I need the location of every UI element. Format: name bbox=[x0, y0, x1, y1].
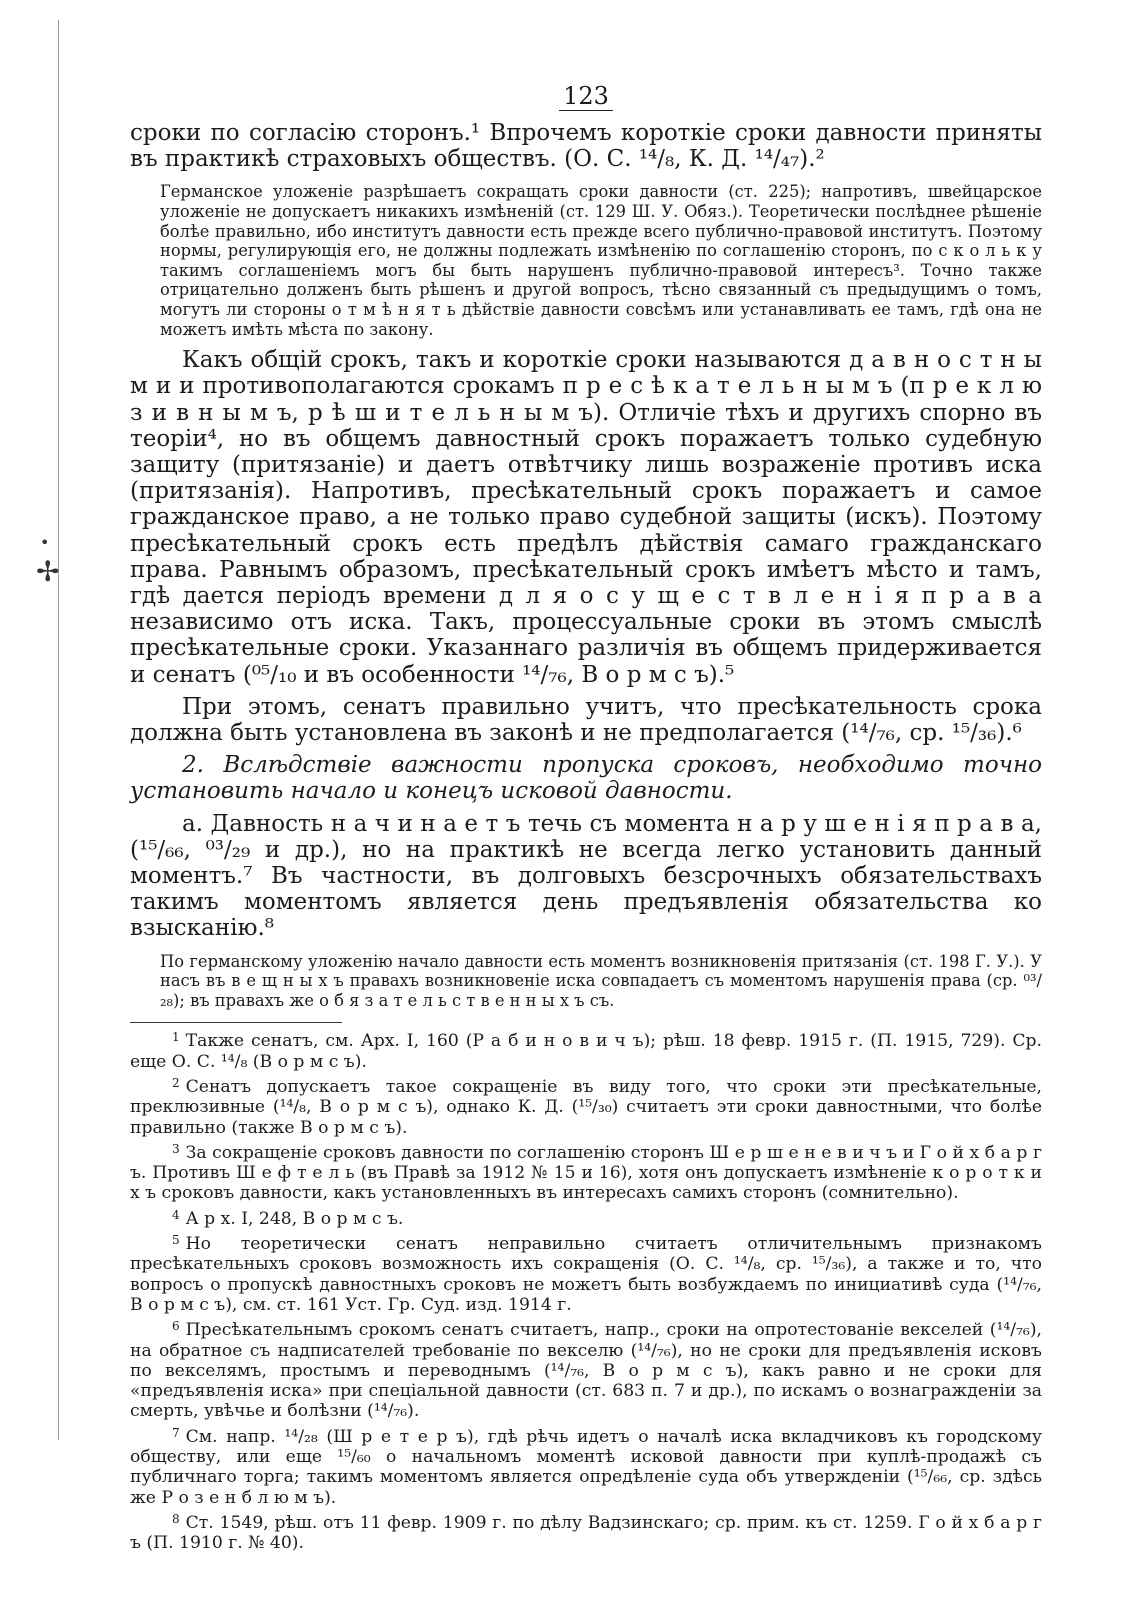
footnote-number: 2 bbox=[172, 1076, 180, 1090]
footnote bbox=[130, 1143, 1042, 1204]
footnotes-list bbox=[130, 1031, 1042, 1553]
footnote bbox=[130, 1209, 1042, 1229]
footnote-text: А р х. I, 248, В о р м с ъ. bbox=[185, 1208, 404, 1229]
footnote-number: 5 bbox=[172, 1233, 180, 1248]
indented-note-2: По германскому уложенiю начало давности есть моментъ возникновенiя притязанiя (ст. 198 Г. У.). У насъ въ в е щ н ы х ъ правахъ возникновенiе иска совпадаетъ съ моментомъ нарушенiя права (ср. ⁰³/₂₈); въ правахъ же о б я з а т е л ь с т в е н н ы х ъ съ. bbox=[160, 951, 1042, 1010]
footnote-number: 4 bbox=[172, 1207, 180, 1222]
footnote-text: Сенатъ допускаетъ такое сокращенiе въ виду того, что сроки эти пресѣкательные, преклюзивные (¹⁴/₈, В о р м с ъ), однако К. Д. (¹⁵/₃₀) считаетъ эти сроки давностными, что болѣе правильно (также В о р м с ъ). bbox=[130, 1077, 1042, 1138]
footnote-number: 6 bbox=[172, 1319, 180, 1334]
footnote-text: См. напр. ¹⁴/₂₈ (Ш р е т е р ъ), гдѣ рѣчь идетъ о началѣ иска вкладчиковъ къ городскому обществу, или еще ¹⁵/₆₀ о начальномъ моментѣ исковой давности при куплѣ-продажѣ съ публичнаго торга; такимъ моментомъ является опредѣленiе суда объ утвержденiи (¹⁵/₆₆, ср. здѣсь же Р о з е н б л ю м ъ). bbox=[130, 1426, 1042, 1508]
margin-pencil-mark: ✢ bbox=[36, 555, 60, 588]
paragraph-3: При этомъ, сенатъ правильно учитъ, что пресѣкательность срока должна быть установлена въ законѣ и не предполагается (¹⁴/₇₆, ср. ¹⁵/₃₆).⁶ bbox=[130, 693, 1042, 746]
footnote-number: 1 bbox=[172, 1030, 180, 1045]
footnote-number: 7 bbox=[172, 1425, 180, 1440]
footnote-number: 8 bbox=[172, 1511, 180, 1526]
paragraph-1: сроки по согласiю сторонъ.¹ Впрочемъ короткiе сроки давности приняты въ практикѣ страховыхъ обществъ. (О. С. ¹⁴/₈, К. Д. ¹⁴/₄₇).² bbox=[130, 120, 1042, 173]
page-body bbox=[130, 78, 1042, 1559]
margin-dot-mark: • bbox=[40, 533, 50, 552]
paragraph-4: а. Давность н а ч и н а е т ъ течь съ момента н а р у ш е н i я п р а в а, (¹⁵/₆₆, ⁰³/₂₉ и др.), но на практикѣ не всегда легко установить данный моментъ.⁷ Въ частности, въ долговыхъ безсрочныхъ обязательствахъ такимъ моментомъ является день предъявленiя обязательства ко взысканiю.⁸ bbox=[130, 810, 1042, 942]
footnote bbox=[130, 1031, 1042, 1072]
footnote-text: Также сенатъ, см. Арх. I, 160 (Р а б и н о в и ч ъ); рѣш. 18 февр. 1915 г. (П. 1915, 729). Ср. еще О. С. ¹⁴/₈ (В о р м с ъ). bbox=[130, 1031, 1042, 1072]
footnote-separator bbox=[130, 1022, 342, 1023]
footnote bbox=[130, 1427, 1042, 1508]
footnote-text: Ст. 1549, рѣш. отъ 11 февр. 1909 г. по дѣлу Вадзинскаго; ср. прим. къ ст. 1259. Г о й х б а р г ъ (П. 1910 г. № 40). bbox=[130, 1512, 1042, 1554]
footnote bbox=[130, 1513, 1042, 1554]
footnote bbox=[130, 1077, 1042, 1138]
footnote-text: За сокращенiе сроковъ давности по соглашенiю сторонъ Ш е р ш е н е в и ч ъ и Г о й х б а р г ъ. Противъ Ш е ф т е л ь (въ Правѣ за 1912 № 15 и 16), хотя онъ допускаетъ измѣненiе к о р о т к и х ъ сроковъ давности, какъ установленныхъ въ интересахъ самихъ сторонъ (сомнительно). bbox=[130, 1142, 1042, 1204]
page-number: 123 bbox=[130, 78, 1042, 114]
footnote-number: 3 bbox=[172, 1141, 180, 1156]
footnote-text: Но теоретически сенатъ неправильно считаетъ отличительнымъ признакомъ пресѣкательныхъ сроковъ возможность ихъ сокращенiя (О. С. ¹⁴/₈, ср. ¹⁵/₃₆), а также и то, что вопросъ о пропускѣ давностныхъ сроковъ не можетъ быть возбуждаемъ по инициативѣ суда (¹⁴/₇₆, В о р м с ъ), см. ст. 161 Уст. Гр. Суд. изд. 1914 г. bbox=[130, 1234, 1042, 1315]
paragraph-2: Какъ общiй срокъ, такъ и короткiе сроки называются д а в н о с т н ы м и и противополагаются срокамъ п р е с ѣ к а т е л ь н ы м ъ (п р е к л ю з и в н ы м ъ, р ѣ ш и т е л ь н ы м ъ). Отличiе тѣхъ и другихъ спорно въ теорiи⁴, но въ общемъ давностный срокъ поражаетъ только судебную защиту (притязанiе) и даетъ отвѣтчику лишь возраженiе противъ иска (притязанiя). Напротивъ, пресѣкательный срокъ поражаетъ и самое гражданское право, а не только право судебной защиты (искъ). Поэтому пресѣкательный срокъ есть предѣлъ дѣйствiя самаго гражданскаго права. Равнымъ образомъ, пресѣкательный срокъ имѣетъ мѣсто и тамъ, гдѣ дается перiодъ времени д л я о с у щ е с т в л е н i я п р а в а независимо отъ иска. Такъ, процессуальные сроки въ этомъ смыслѣ пресѣкательные сроки. Указаннаго различiя въ общемъ придерживается и сенатъ (⁰⁵/₁₀ и въ особенности ¹⁴/₇₆, В о р м с ъ).⁵ bbox=[130, 347, 1042, 688]
footnote-text: Пресѣкательнымъ срокомъ сенатъ считаетъ, напр., сроки на опротестованiе векселей (¹⁴/₇₆), на обратное съ надписателей требованiе по векселю (¹⁴/₇₆), но не сроки для предъявленiя исковъ по векселямъ, простымъ и переводнымъ (¹⁴/₇₆, В о р м с ъ), какъ равно и не сроки для «предъявленiя иска» при спецiальной давности (ст. 683 п. 7 и др.), по искамъ о вознагражденiи за смерть, увѣчье и болѣзни (¹⁴/₇₆). bbox=[130, 1320, 1042, 1422]
section-heading-2: 2. Вслѣдствiе важности пропуска сроковъ, необходимо точно установить начало и конецъ исковой давности. bbox=[130, 752, 1042, 805]
footnote bbox=[130, 1234, 1042, 1315]
indented-note-1: Германское уложенiе разрѣшаетъ сокращать сроки давности (ст. 225); напротивъ, швейцарское уложенiе не допускаетъ никакихъ измѣненiй (ст. 129 Ш. У. Обяз.). Теоретически послѣднее рѣшенiе болѣе правильно, ибо институтъ давности есть прежде всего публично-правовой институтъ. Поэтому нормы, регулирующiя его, не должны подлежать измѣненiю по соглашенiю сторонъ, по с к о л ь к у такимъ соглашенiемъ могъ бы быть нарушенъ публично-правовой интересъ³. Точно также отрицательно долженъ быть рѣшенъ и другой вопросъ, тѣсно связанный съ предыдущимъ о томъ, могутъ ли стороны о т м ѣ н я т ь дѣйствiе давности совсѣмъ или устанавливать ее тамъ, гдѣ она не можетъ имѣть мѣста по закону. bbox=[160, 182, 1042, 339]
footnote bbox=[130, 1320, 1042, 1421]
binding-margin-line bbox=[58, 20, 59, 1440]
